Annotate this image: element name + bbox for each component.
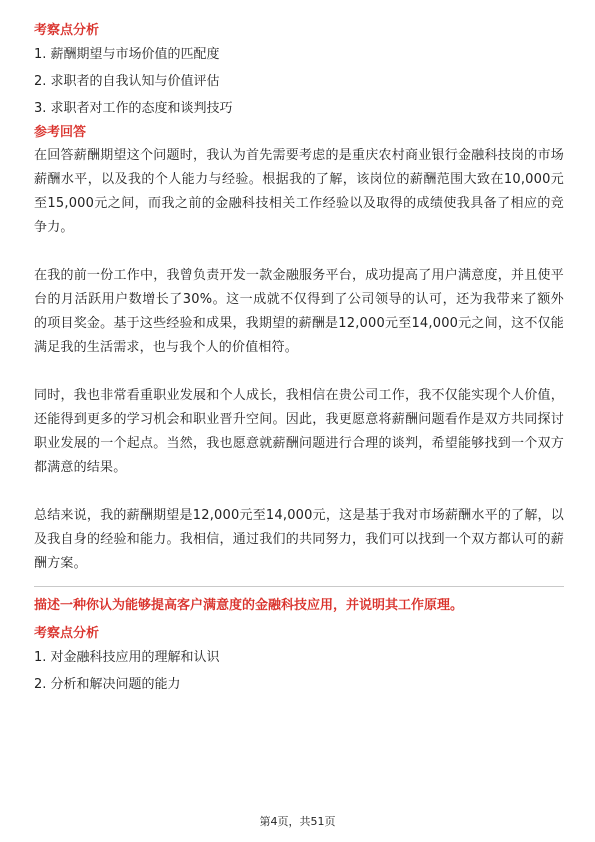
list-item: 3. 求职者对工作的态度和谈判技巧 [34,101,233,116]
page-number: 第4页，共51页 [259,815,336,828]
answer-paragraph: 在回答薪酬期望这个问题时，我认为首先需要考虑的是重庆农村商业银行金融科技岗的市场薪酬水平，以及我的个人能力与经验。根据我的了解，该岗位的薪酬范围大致在10,000元至15,000元之间，而我之前的金融科技相关工作经验以及取得的成绩使我具备了相应的竞争力。 [34,148,564,235]
section-heading-analysis: 考察点分析 [34,626,100,641]
question-title: 描述一种你认为能够提高客户满意度的金融科技应用，并说明其工作原理。 [34,598,464,613]
section-heading-answer: 参考回答 [34,125,87,140]
list-item: 2. 分析和解决问题的能力 [34,677,181,692]
section-divider [34,586,564,587]
section-heading-analysis: 考察点分析 [34,23,100,38]
answer-paragraph: 在我的前一份工作中，我曾负责开发一款金融服务平台，成功提高了用户满意度，并且使平台的月活跃用户数增长了30%。这一成就不仅得到了公司领导的认可，还为我带来了额外的项目奖金。基于这些经验和成果，我期望的薪酬是12,000元至14,000元之间，这不仅能满足我的生活需求，也与我个人的价值相符。 [34,268,564,355]
list-item: 2. 求职者的自我认知与价值评估 [34,74,220,89]
answer-paragraph: 同时，我也非常看重职业发展和个人成长，我相信在贵公司工作，我不仅能实现个人价值，还能得到更多的学习机会和职业晋升空间。因此，我更愿意将薪酬问题看作是双方共同探讨职业发展的一个起点。当然，我也愿意就薪酬问题进行合理的谈判，希望能够找到一个双方都满意的结果。 [34,388,564,475]
page-content [34,22,564,703]
list-item: 1. 对金融科技应用的理解和认识 [34,650,220,665]
answer-paragraph: 总结来说，我的薪酬期望是12,000元至14,000元，这是基于我对市场薪酬水平的了解，以及我自身的经验和能力。我相信，通过我们的共同努力，我们可以找到一个双方都认可的薪酬方案。 [34,508,564,571]
list-item: 1. 薪酬期望与市场价值的匹配度 [34,47,220,62]
